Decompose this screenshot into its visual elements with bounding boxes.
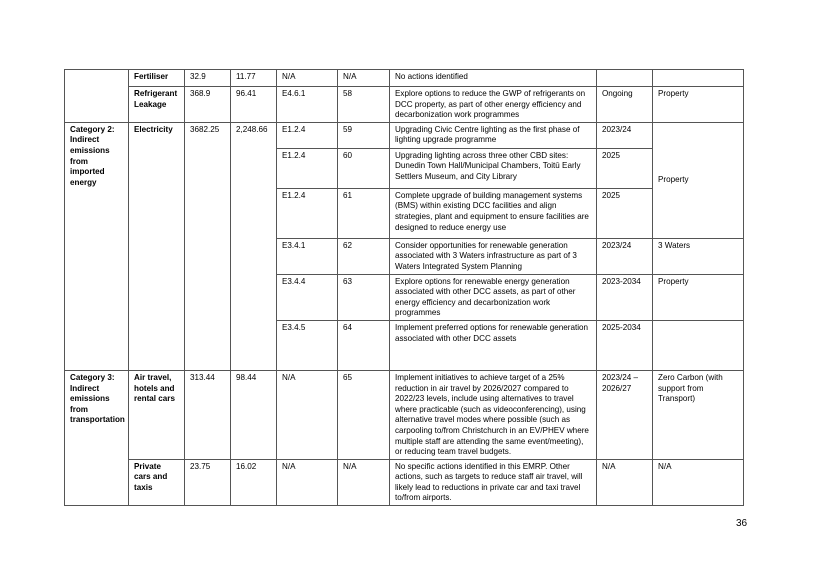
reference-cell: E4.6.1 [277,87,338,123]
source-cell: Private cars and taxis [129,459,185,505]
source-cell: Fertiliser [129,70,185,87]
value-cell: 11.77 [231,70,277,87]
timeframe-cell: 2023/24 [597,122,653,148]
timeframe-cell [597,70,653,87]
owner-cell: 3 Waters [653,238,744,274]
reference-cell: E1.2.4 [277,188,338,238]
table-row [65,122,744,148]
reference-cell: E1.2.4 [277,122,338,148]
timeframe-cell: 2023/24 – 2026/27 [597,370,653,459]
action-cell: Implement preferred options for renewable generation associated with other DCC assets [390,320,597,370]
action-number-cell: 60 [338,148,390,188]
action-cell: Explore options to reduce the GWP of refrigerants on DCC property, as part of other energy efficiency and decarbonization work programmes [390,87,597,123]
action-cell: Upgrading Civic Centre lighting as the first phase of lighting upgrade programme [390,122,597,148]
source-cell: Electricity [129,122,185,370]
owner-cell: N/A [653,459,744,505]
action-cell: No specific actions identified in this EMRP. Other actions, such as targets to reduce staff air travel, will likely lead to reductions in private car and taxi travel to/from airports. [390,459,597,505]
value-cell: 23.75 [185,459,231,505]
timeframe-cell: 2023-2034 [597,274,653,320]
category-cell: Category 2: Indirect emissions from imported energy [65,122,129,370]
value-cell: 313.44 [185,370,231,459]
table-row [65,70,744,87]
action-number-cell: 59 [338,122,390,148]
owner-cell [653,70,744,87]
action-number-cell: 64 [338,320,390,370]
owner-cell: Property [653,122,744,238]
owner-cell: Property [653,274,744,320]
action-number-cell: 61 [338,188,390,238]
page-number: 36 [736,518,748,529]
reference-cell: E1.2.4 [277,148,338,188]
value-cell: 32.9 [185,70,231,87]
owner-cell: Zero Carbon (with support from Transport) [653,370,744,459]
action-number-cell: N/A [338,70,390,87]
value-cell: 368.9 [185,87,231,123]
timeframe-cell: 2023/24 [597,238,653,274]
reference-cell: N/A [277,459,338,505]
value-cell: 2,248.66 [231,122,277,370]
reference-cell: E3.4.4 [277,274,338,320]
source-cell: Air travel, hotels and rental cars [129,370,185,459]
timeframe-cell: 2025 [597,148,653,188]
source-cell: Refrigerant Leakage [129,87,185,123]
table-row [65,370,744,459]
action-number-cell: 63 [338,274,390,320]
emissions-actions-table [64,69,744,506]
table-row [65,87,744,123]
action-cell: Complete upgrade of building management systems (BMS) within existing DCC facilities and align strategies, plant and equipment to ensure facilities are designed to reduce energy use [390,188,597,238]
timeframe-cell: 2025-2034 [597,320,653,370]
table-row [65,459,744,505]
action-cell: No actions identified [390,70,597,87]
timeframe-cell: 2025 [597,188,653,238]
action-number-cell: 58 [338,87,390,123]
value-cell: 98.44 [231,370,277,459]
category-cell: Category 3: Indirect emissions from transportation [65,370,129,505]
action-cell: Explore options for renewable energy generation associated with other DCC assets, as part of other energy efficiency and decarbonization work programmes [390,274,597,320]
timeframe-cell: Ongoing [597,87,653,123]
action-cell: Implement initiatives to achieve target of a 25% reduction in air travel by 2026/2027 compared to 2022/23 levels, include using alternatives to travel where practicable (such as videoconferencing), using alternative travel modes where possible (such as carpooling to/from Christchurch in an EV/PHEV where multiple staff are attending the same event/meeting), or reducing team travel budgets. [390,370,597,459]
value-cell: 3682.25 [185,122,231,370]
value-cell: 16.02 [231,459,277,505]
action-number-cell: 65 [338,370,390,459]
value-cell: 96.41 [231,87,277,123]
owner-cell [653,320,744,370]
action-cell: Upgrading lighting across three other CBD sites: Dunedin Town Hall/Municipal Chambers, Toitū Early Settlers Museum, and City Library [390,148,597,188]
reference-cell: N/A [277,370,338,459]
action-number-cell: N/A [338,459,390,505]
reference-cell: E3.4.1 [277,238,338,274]
action-number-cell: 62 [338,238,390,274]
owner-cell: Property [653,87,744,123]
reference-cell: N/A [277,70,338,87]
reference-cell: E3.4.5 [277,320,338,370]
timeframe-cell: N/A [597,459,653,505]
action-cell: Consider opportunities for renewable generation associated with 3 Waters infrastructure as part of 3 Waters Integrated System Planning [390,238,597,274]
category-cell [65,70,129,123]
